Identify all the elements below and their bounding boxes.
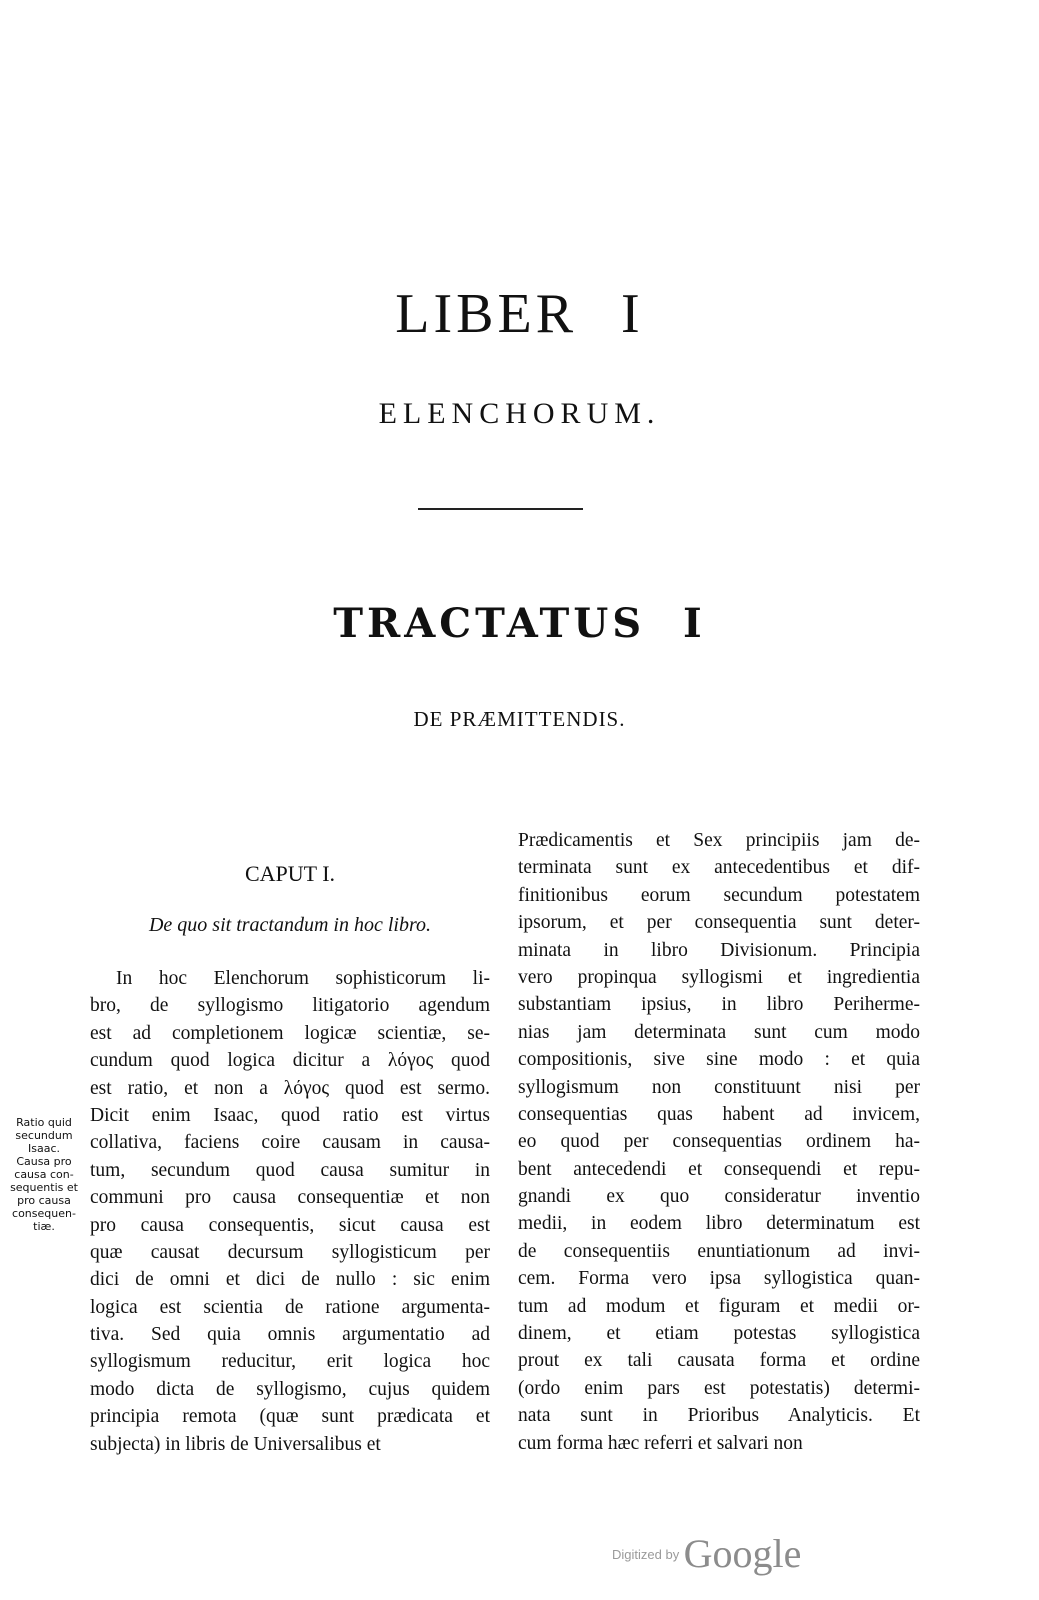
text-line: Prædicamentis et Sex principiis jam de-: [518, 830, 920, 851]
text-line: principia remota (quæ sunt prædicata et: [90, 1406, 490, 1428]
book-title: LIBER I: [395, 283, 644, 345]
text-line: compositionis, sive sine modo : et quia: [518, 1049, 920, 1071]
text-line: nata sunt in Prioribus Analyticis. Et: [518, 1405, 920, 1427]
text-line: In hoc Elenchorum sophisticorum li-: [116, 968, 490, 989]
text-line: pro causa consequentis, sicut causa est: [90, 1214, 490, 1236]
marginal-note-line: Isaac.: [27, 1142, 60, 1155]
text-line: nias jam determinata sunt cum modo: [518, 1021, 920, 1043]
text-line: cundum quod logica dicitur a λόγος quod: [90, 1050, 490, 1072]
text-line: terminata sunt ex antecedentibus et dif-: [518, 857, 920, 879]
marginal-note: [4, 1116, 84, 1233]
marginal-note-line: secundum: [15, 1129, 73, 1142]
book-subtitle: ELENCHORUM.: [378, 397, 661, 430]
text-line: eo quod per consequentias ordinem ha-: [518, 1131, 920, 1153]
text-line: medii, in eodem libro determinatum est: [518, 1213, 920, 1235]
text-line: tiva. Sed quia omnis argumentatio ad: [90, 1324, 490, 1346]
tractatus-heading: TRACTATUS I: [333, 600, 706, 647]
text-line: communi pro causa consequentiæ et non: [90, 1187, 490, 1209]
text-line: cem. Forma vero ipsa syllogistica quan-: [518, 1268, 920, 1290]
text-line: syllogismum non constituunt nisi per: [518, 1076, 920, 1098]
text-line: modo dicta de syllogismo, cujus quidem: [90, 1378, 490, 1400]
google-logo: Google: [683, 1531, 802, 1576]
text-line: logica est scientia de ratione argumenta-: [90, 1296, 490, 1318]
text-line: de consequentiis enuntiationum ad invi-: [518, 1240, 920, 1262]
text-line: (ordo enim pars est potestatis) determi-: [518, 1377, 920, 1399]
text-line: finitionibus eorum secundum potestatem: [518, 884, 920, 906]
title-divider: [418, 508, 583, 510]
text-line: Dicit enim Isaac, quod ratio est virtus: [90, 1104, 490, 1126]
marginal-note-line: Ratio quid: [16, 1116, 72, 1129]
text-line: ipsorum, et per consequentia sunt deter-: [518, 912, 920, 934]
digitized-footer: [612, 1530, 801, 1577]
text-line: est ratio, et non a λόγος quod est sermo.: [90, 1077, 490, 1099]
text-line: gnandi ex quo consideratur inventio: [518, 1186, 920, 1208]
text-line: cum forma hæc referri et salvari non: [518, 1432, 803, 1454]
chapter-heading: CAPUT I.: [244, 861, 336, 886]
text-line: prout ex tali causata forma et ordine: [518, 1350, 920, 1372]
text-line: tum ad modum et figuram et medii or-: [518, 1295, 920, 1317]
text-line: bro, de syllogismo litigatorio agendum: [90, 995, 490, 1017]
marginal-note-line: consequen-: [12, 1207, 76, 1220]
digitized-label: Digitized by: [612, 1547, 680, 1562]
marginal-note-line: sequentis et: [10, 1181, 78, 1194]
marginal-note-line: pro causa: [17, 1194, 71, 1207]
text-line: vero propinqua syllogismi et ingredientia: [518, 966, 920, 988]
left-text-column: [90, 965, 490, 1458]
chapter-subtitle: De quo sit tractandum in hoc libro.: [148, 914, 432, 936]
text-line: subjecta) in libris de Universalibus et: [90, 1433, 381, 1455]
marginal-note-line: tiæ.: [33, 1220, 55, 1233]
right-text-column: [518, 827, 920, 1457]
text-line: consequentias quas habent ad invicem,: [518, 1103, 920, 1125]
text-line: bent antecedendi et consequendi et repu-: [518, 1158, 920, 1180]
marginal-note-line: causa con-: [14, 1168, 74, 1181]
text-line: tum, secundum quod causa sumitur in: [90, 1159, 490, 1181]
text-line: dici de omni et dici de nullo : sic enim: [90, 1269, 490, 1291]
tractatus-subject: DE PRÆMITTENDIS.: [413, 707, 626, 731]
text-line: est ad completionem logicæ scientiæ, se-: [90, 1022, 490, 1044]
text-line: dinem, et etiam potestas syllogistica: [518, 1323, 920, 1345]
marginal-note-line: Causa pro: [16, 1155, 72, 1168]
text-line: syllogismum reducitur, erit logica hoc: [90, 1351, 490, 1373]
text-line: collativa, faciens coire causam in causa-: [90, 1132, 490, 1154]
text-line: quæ causat decursum syllogisticum per: [90, 1241, 490, 1263]
text-line: substantiam ipsius, in libro Perihermе-: [518, 994, 920, 1016]
text-line: minata in libro Divisionum. Principia: [518, 939, 920, 961]
